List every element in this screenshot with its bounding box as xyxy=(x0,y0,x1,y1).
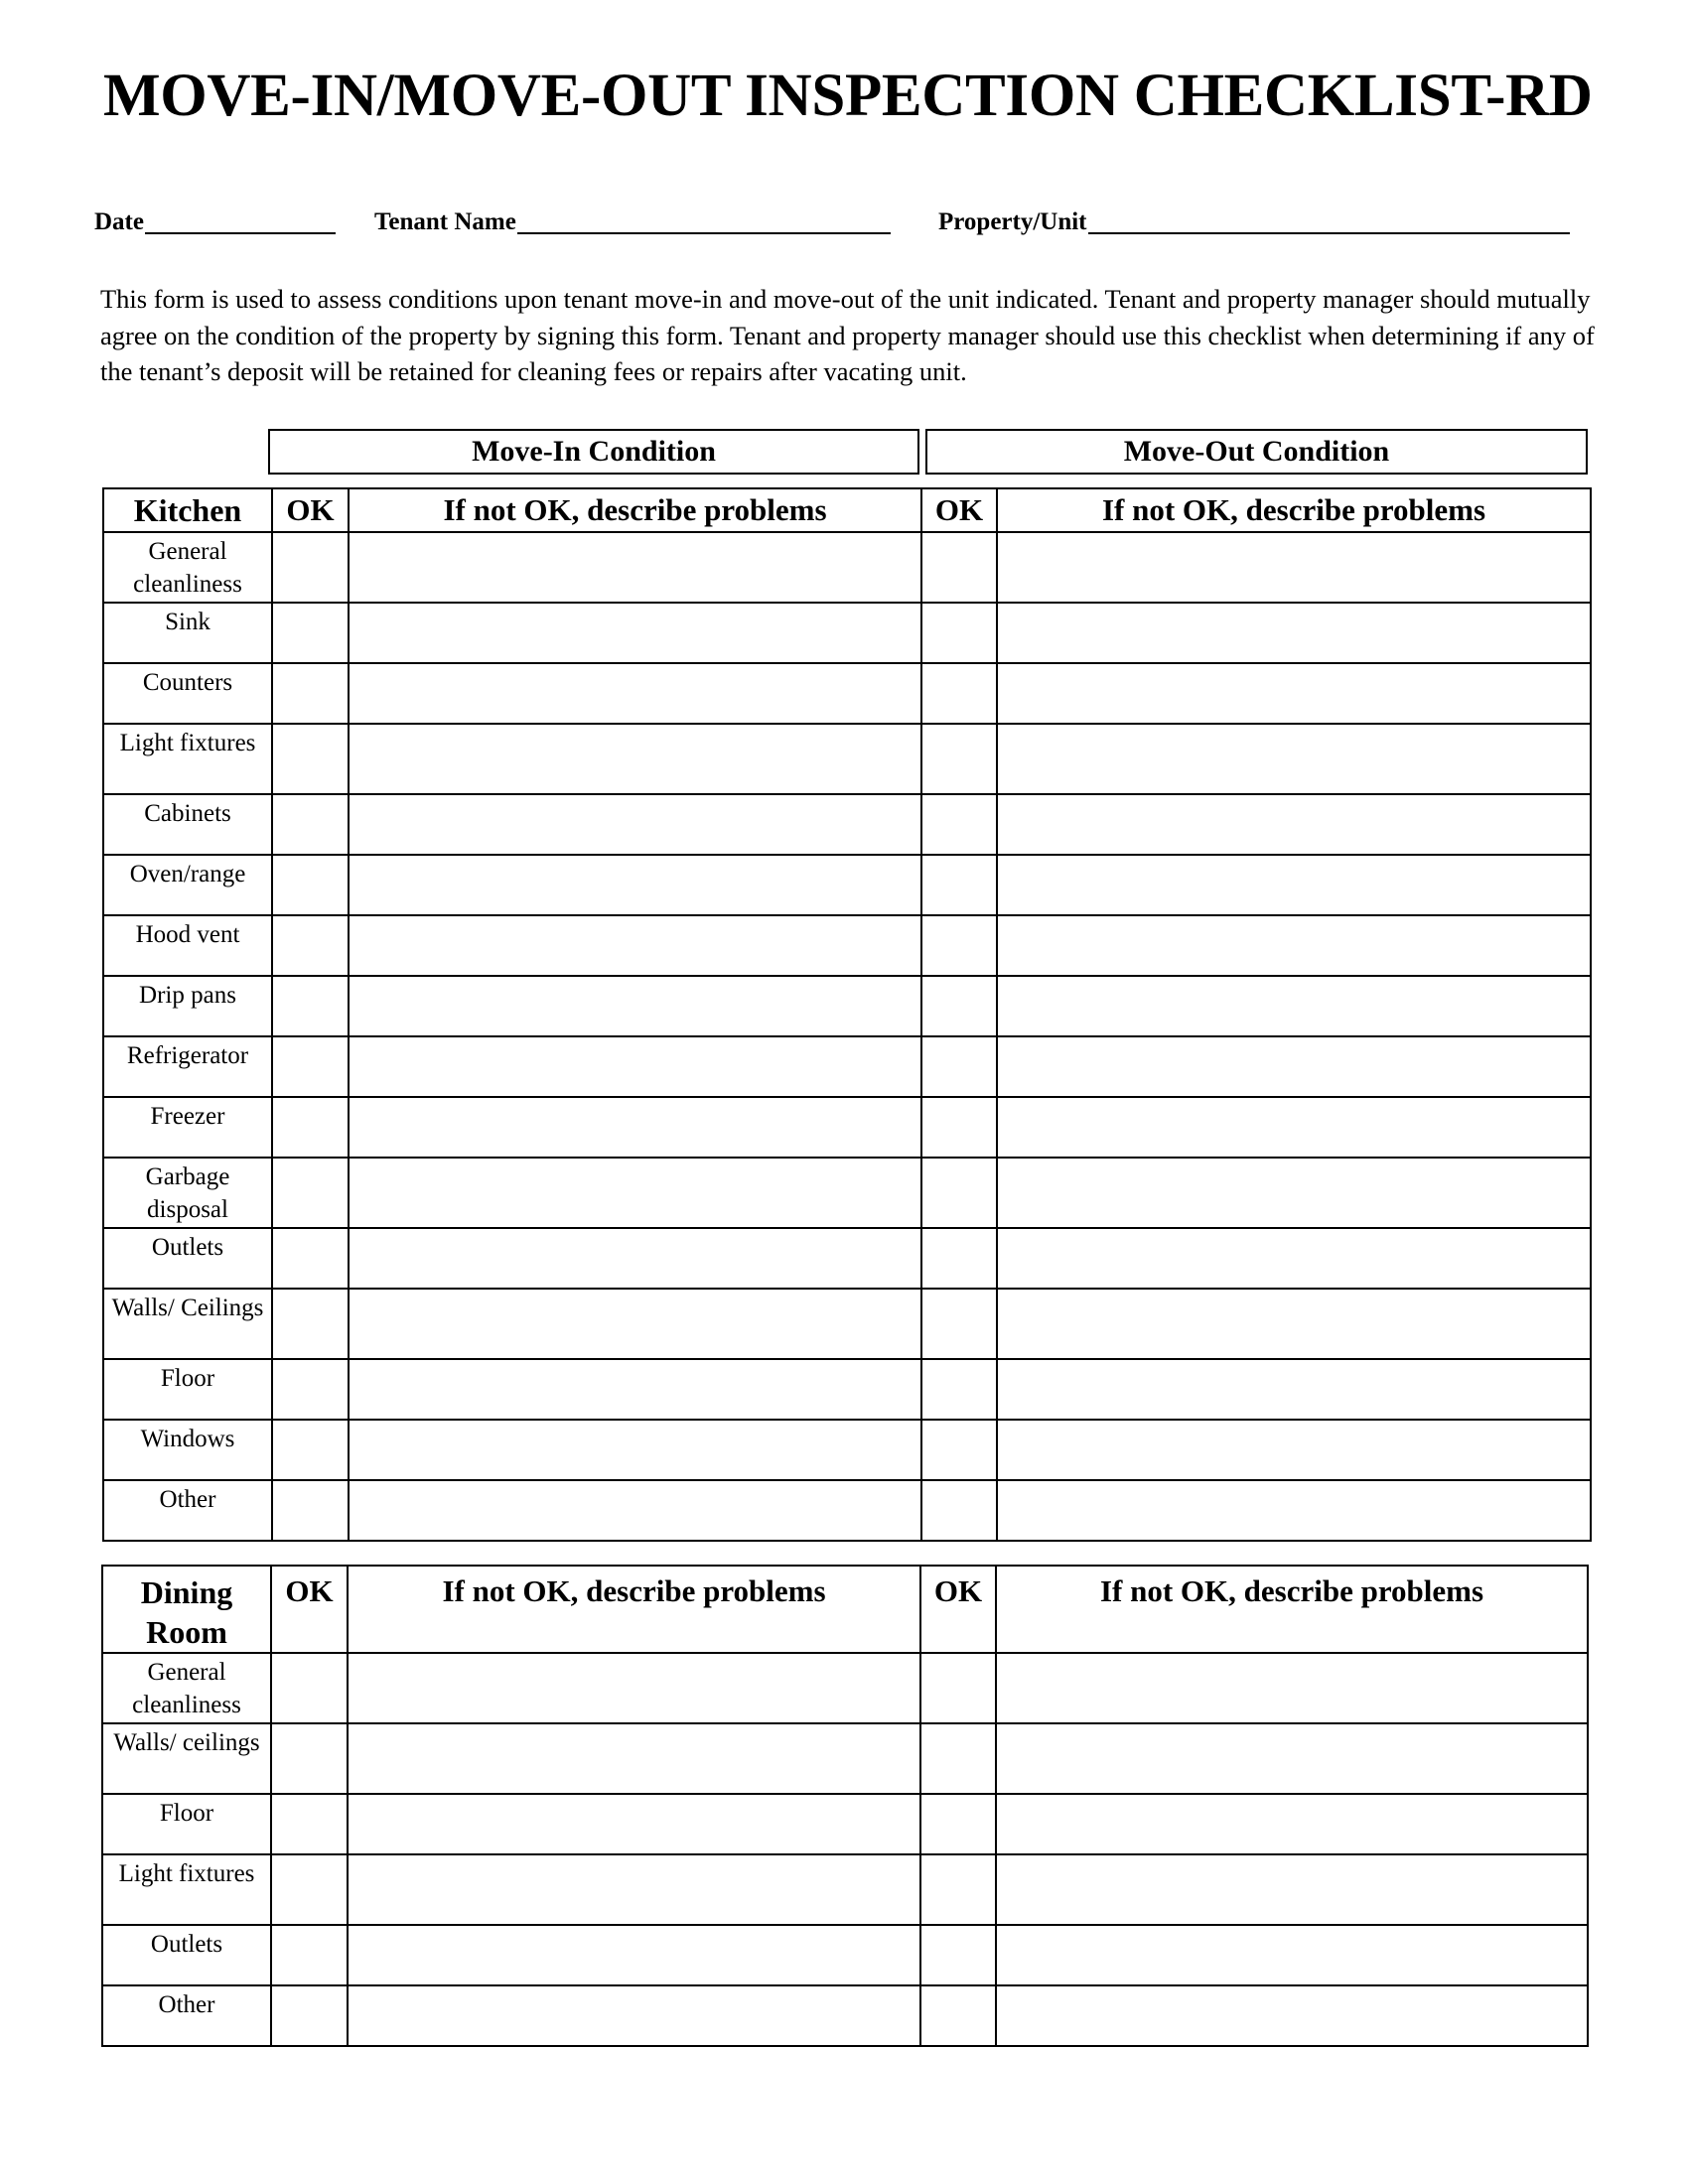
row-item-label: Hood vent xyxy=(103,915,272,976)
move-out-problems-cell[interactable] xyxy=(996,1985,1588,2046)
table-row xyxy=(103,1480,1591,1541)
tenant-name-input-line[interactable] xyxy=(517,205,891,234)
move-in-ok-cell[interactable] xyxy=(272,1420,349,1480)
move-out-ok-cell[interactable] xyxy=(920,1653,996,1723)
move-out-ok-cell[interactable] xyxy=(921,603,997,663)
row-item-label: Outlets xyxy=(103,1228,272,1289)
table-row xyxy=(102,1854,1588,1925)
move-in-describe-header: If not OK, describe problems xyxy=(349,488,921,532)
row-item-label: Oven/range xyxy=(103,855,272,915)
move-in-problems-cell[interactable] xyxy=(349,915,921,976)
move-out-ok-cell[interactable] xyxy=(921,1228,997,1289)
move-in-ok-cell[interactable] xyxy=(271,1723,348,1794)
row-item-label: Other xyxy=(102,1985,271,2046)
move-in-problems-cell[interactable] xyxy=(349,724,921,794)
move-out-ok-cell[interactable] xyxy=(920,1985,996,2046)
tenant-name-label: Tenant Name xyxy=(374,208,516,235)
date-input-line[interactable] xyxy=(145,205,336,234)
row-item-label: Walls/ ceilings xyxy=(102,1723,271,1794)
table-row xyxy=(103,603,1591,663)
row-item-label: Sink xyxy=(103,603,272,663)
move-out-ok-cell[interactable] xyxy=(920,1854,996,1925)
move-out-ok-cell[interactable] xyxy=(921,915,997,976)
move-in-problems-cell[interactable] xyxy=(348,1723,920,1794)
table-row xyxy=(102,1723,1588,1794)
row-item-label: Light fixtures xyxy=(103,724,272,794)
move-in-ok-cell[interactable] xyxy=(271,1854,348,1925)
move-in-problems-cell[interactable] xyxy=(349,1158,921,1228)
move-out-problems-cell[interactable] xyxy=(997,976,1591,1036)
move-out-problems-cell[interactable] xyxy=(997,663,1591,724)
row-item-label: Garbage disposal xyxy=(103,1158,272,1228)
table-row xyxy=(102,1653,1588,1723)
table-row xyxy=(103,915,1591,976)
move-in-ok-cell[interactable] xyxy=(272,532,349,603)
move-in-ok-cell[interactable] xyxy=(272,603,349,663)
tenant-name-field[interactable] xyxy=(374,205,891,234)
dining-room-rows xyxy=(102,1653,1588,2046)
move-out-ok-cell[interactable] xyxy=(921,724,997,794)
move-out-problems-cell[interactable] xyxy=(997,532,1591,603)
move-out-problems-cell[interactable] xyxy=(996,1925,1588,1985)
move-in-ok-cell[interactable] xyxy=(271,1985,348,2046)
move-in-problems-cell[interactable] xyxy=(348,1794,920,1854)
move-out-ok-cell[interactable] xyxy=(921,1480,997,1541)
move-in-problems-cell[interactable] xyxy=(348,1653,920,1723)
move-in-ok-cell[interactable] xyxy=(272,976,349,1036)
table-row xyxy=(103,1036,1591,1097)
move-in-ok-cell[interactable] xyxy=(272,915,349,976)
row-item-label: Windows xyxy=(103,1420,272,1480)
table-row xyxy=(103,794,1591,855)
move-in-problems-cell[interactable] xyxy=(349,794,921,855)
move-out-problems-cell[interactable] xyxy=(997,915,1591,976)
move-in-describe-header: If not OK, describe problems xyxy=(348,1566,920,1653)
table-row xyxy=(102,1985,1588,2046)
move-in-condition-header: Move-In Condition xyxy=(268,429,919,475)
table-row xyxy=(103,663,1591,724)
property-unit-label: Property/Unit xyxy=(938,208,1087,235)
move-out-ok-cell[interactable] xyxy=(921,794,997,855)
move-out-problems-cell[interactable] xyxy=(997,1289,1591,1359)
move-out-problems-cell[interactable] xyxy=(997,794,1591,855)
table-row xyxy=(103,1420,1591,1480)
move-out-ok-header: OK xyxy=(921,488,997,532)
move-in-ok-cell[interactable] xyxy=(272,855,349,915)
move-in-ok-cell[interactable] xyxy=(272,1097,349,1158)
move-out-condition-header: Move-Out Condition xyxy=(925,429,1588,475)
move-out-ok-cell[interactable] xyxy=(920,1925,996,1985)
move-out-problems-cell[interactable] xyxy=(996,1794,1588,1854)
move-in-ok-cell[interactable] xyxy=(272,1480,349,1541)
move-in-ok-cell[interactable] xyxy=(272,663,349,724)
move-in-problems-cell[interactable] xyxy=(348,1985,920,2046)
move-in-problems-cell[interactable] xyxy=(349,1097,921,1158)
move-in-problems-cell[interactable] xyxy=(349,1420,921,1480)
move-out-describe-header: If not OK, describe problems xyxy=(996,1566,1588,1653)
move-out-problems-cell[interactable] xyxy=(997,1228,1591,1289)
row-item-label: Counters xyxy=(103,663,272,724)
move-in-ok-cell[interactable] xyxy=(272,724,349,794)
move-in-ok-cell[interactable] xyxy=(271,1653,348,1723)
move-in-problems-cell[interactable] xyxy=(349,855,921,915)
row-item-label: Light fixtures xyxy=(102,1854,271,1925)
move-in-ok-cell[interactable] xyxy=(271,1925,348,1985)
move-in-ok-cell[interactable] xyxy=(272,1036,349,1097)
intro-paragraph: This form is used to assess conditions upon tenant move-in and move-out of the unit indicated. Tenant and property manager should mutually agree on the condition of the property by signing this form. Tenant and property manager should use this checklist when determining if any of the tenant’s deposit will be retained for cleaning fees or repairs after vacating unit. xyxy=(100,284,1595,386)
move-in-problems-cell[interactable] xyxy=(349,1036,921,1097)
move-in-ok-header: OK xyxy=(271,1566,348,1653)
move-out-ok-cell[interactable] xyxy=(921,1097,997,1158)
move-out-ok-cell[interactable] xyxy=(921,855,997,915)
move-in-ok-cell[interactable] xyxy=(272,1228,349,1289)
table-row xyxy=(102,1794,1588,1854)
move-in-ok-cell[interactable] xyxy=(272,1359,349,1420)
kitchen-rows xyxy=(103,532,1591,1541)
row-item-label: General cleanliness xyxy=(102,1653,271,1723)
move-out-ok-cell[interactable] xyxy=(921,1289,997,1359)
row-item-label: Drip pans xyxy=(103,976,272,1036)
move-out-problems-cell[interactable] xyxy=(997,1036,1591,1097)
move-out-problems-cell[interactable] xyxy=(997,1480,1591,1541)
property-unit-field[interactable] xyxy=(938,205,1570,234)
move-in-ok-cell[interactable] xyxy=(272,1158,349,1228)
dining-room-heading: Dining Room xyxy=(102,1566,271,1653)
move-out-problems-cell[interactable] xyxy=(997,855,1591,915)
move-in-problems-cell[interactable] xyxy=(348,1925,920,1985)
move-out-problems-cell[interactable] xyxy=(996,1854,1588,1925)
move-in-problems-cell[interactable] xyxy=(348,1854,920,1925)
form-title: MOVE-IN/MOVE-OUT INSPECTION CHECKLIST-RD xyxy=(103,63,1593,129)
row-item-label: Outlets xyxy=(102,1925,271,1985)
move-out-ok-cell[interactable] xyxy=(921,1158,997,1228)
table-row xyxy=(103,976,1591,1036)
kitchen-heading: Kitchen xyxy=(103,488,272,532)
move-in-problems-cell[interactable] xyxy=(349,1480,921,1541)
table-row xyxy=(103,1158,1591,1228)
move-out-ok-cell[interactable] xyxy=(921,976,997,1036)
kitchen-table xyxy=(102,487,1592,1542)
move-in-problems-cell[interactable] xyxy=(349,603,921,663)
move-out-ok-header: OK xyxy=(920,1566,996,1653)
row-item-label: Refrigerator xyxy=(103,1036,272,1097)
move-in-problems-cell[interactable] xyxy=(349,532,921,603)
move-in-ok-cell[interactable] xyxy=(272,1289,349,1359)
row-item-label: Floor xyxy=(102,1794,271,1854)
table-row xyxy=(103,724,1591,794)
move-out-problems-cell[interactable] xyxy=(997,1097,1591,1158)
date-field[interactable] xyxy=(94,205,336,234)
move-out-problems-cell[interactable] xyxy=(997,1158,1591,1228)
move-in-problems-cell[interactable] xyxy=(349,1228,921,1289)
table-row xyxy=(103,1359,1591,1420)
row-item-label: General cleanliness xyxy=(103,532,272,603)
move-in-problems-cell[interactable] xyxy=(349,1359,921,1420)
move-out-ok-cell[interactable] xyxy=(920,1794,996,1854)
move-out-describe-header: If not OK, describe problems xyxy=(997,488,1591,532)
property-unit-input-line[interactable] xyxy=(1088,205,1570,234)
move-out-ok-cell[interactable] xyxy=(921,532,997,603)
row-item-label: Cabinets xyxy=(103,794,272,855)
table-row xyxy=(103,1097,1591,1158)
move-in-ok-cell[interactable] xyxy=(272,794,349,855)
move-in-ok-cell[interactable] xyxy=(271,1794,348,1854)
table-row xyxy=(103,532,1591,603)
table-row xyxy=(103,855,1591,915)
move-in-problems-cell[interactable] xyxy=(349,1289,921,1359)
move-out-ok-cell[interactable] xyxy=(921,1036,997,1097)
date-label: Date xyxy=(94,208,144,235)
table-row xyxy=(103,1289,1591,1359)
move-out-problems-cell[interactable] xyxy=(996,1723,1588,1794)
move-out-ok-cell[interactable] xyxy=(921,663,997,724)
move-out-problems-cell[interactable] xyxy=(997,1420,1591,1480)
table-row xyxy=(102,1925,1588,1985)
move-out-ok-cell[interactable] xyxy=(921,1359,997,1420)
move-out-problems-cell[interactable] xyxy=(997,1359,1591,1420)
move-in-problems-cell[interactable] xyxy=(349,663,921,724)
move-out-problems-cell[interactable] xyxy=(997,724,1591,794)
move-out-problems-cell[interactable] xyxy=(996,1653,1588,1723)
row-item-label: Walls/ Ceilings xyxy=(103,1289,272,1359)
row-item-label: Floor xyxy=(103,1359,272,1420)
move-in-ok-header: OK xyxy=(272,488,349,532)
dining-room-table xyxy=(101,1565,1589,2047)
move-out-ok-cell[interactable] xyxy=(921,1420,997,1480)
move-out-ok-cell[interactable] xyxy=(920,1723,996,1794)
move-out-problems-cell[interactable] xyxy=(997,603,1591,663)
row-item-label: Other xyxy=(103,1480,272,1541)
row-item-label: Freezer xyxy=(103,1097,272,1158)
table-row xyxy=(103,1228,1591,1289)
move-in-problems-cell[interactable] xyxy=(349,976,921,1036)
